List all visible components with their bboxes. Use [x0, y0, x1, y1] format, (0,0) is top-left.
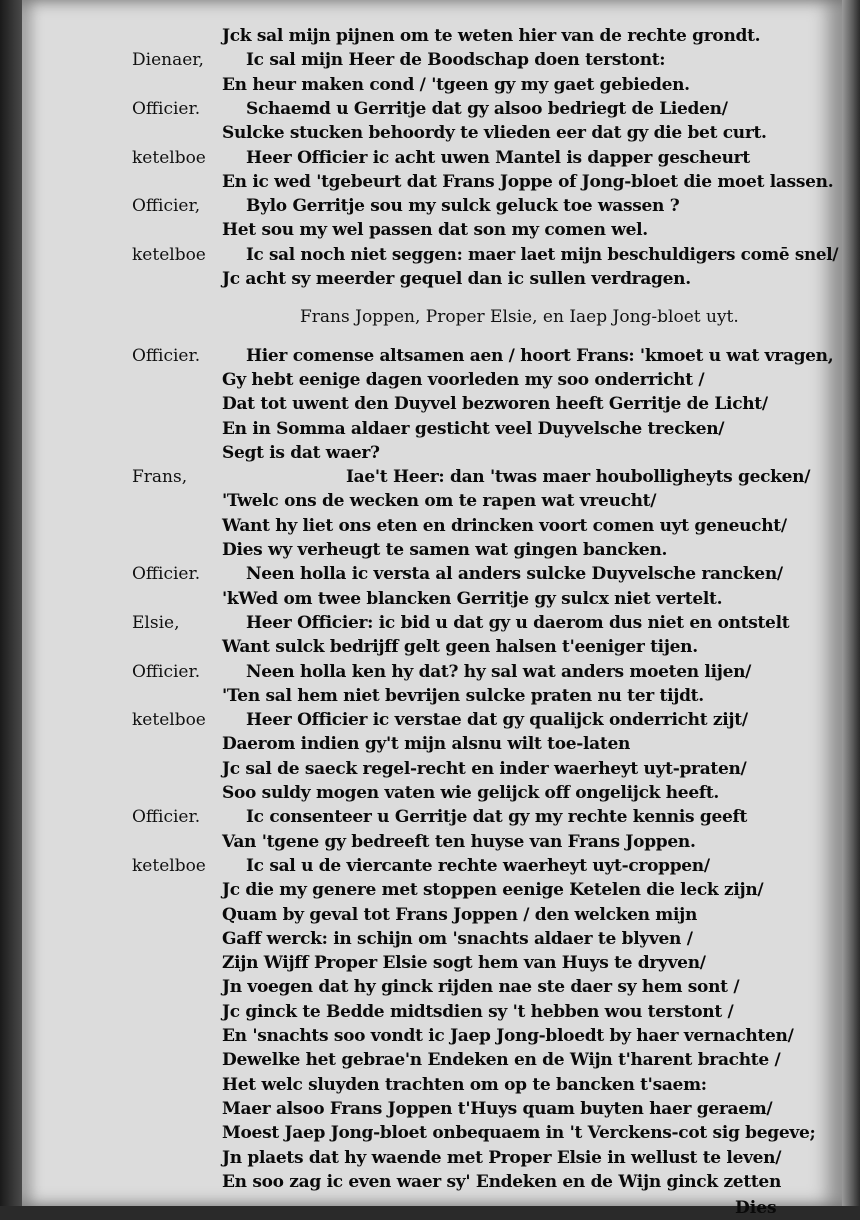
verse-line — [0, 148, 860, 170]
verse-line — [0, 220, 860, 242]
verse-line — [0, 564, 860, 586]
verse-text: Jck sal mijn pijnen om te weten hier van de rechte grondt. — [222, 26, 761, 46]
verse-text: En 'snachts soo vondt ic Jaep Jong-bloedt by haer vernachten/ — [222, 1026, 794, 1046]
verse-line — [0, 1075, 860, 1097]
verse-text: En in Somma aldaer gesticht veel Duyvelsche trecken/ — [222, 418, 725, 439]
speaker-name: Officier. — [132, 98, 201, 119]
verse-text: Ic sal mijn Heer de Boodschap doen terstont: — [246, 50, 666, 71]
verse-text: Soo suldy mogen vaten wie gelijck off ongelijck heeft. — [222, 783, 720, 803]
verse-line — [0, 370, 860, 392]
verse-line — [0, 99, 860, 121]
verse-line — [0, 1148, 860, 1170]
verse-line — [0, 394, 860, 416]
verse-line — [0, 467, 860, 489]
verse-line — [0, 759, 860, 781]
verse-line — [0, 977, 860, 999]
verse-line — [0, 880, 860, 902]
verse-line — [0, 1123, 860, 1145]
verse-line — [0, 832, 860, 854]
verse-text: Jc ginck te Bedde midtsdien sy 't hebben wou terstont / — [222, 1001, 734, 1022]
verse-text: Het welc sluyden trachten om op te bancken t'saem: — [222, 1074, 707, 1095]
verse-line — [0, 710, 860, 732]
verse-text: Van 'tgene gy bedreeft ten huyse van Frans Joppen. — [222, 831, 696, 852]
verse-text: Heer Officier ic verstae dat gy qualijck onderricht zijt/ — [246, 710, 748, 731]
verse-line — [0, 905, 860, 927]
verse-line — [0, 540, 860, 562]
verse-text: Dies wy verheugt te samen wat gingen bancken. — [222, 540, 668, 560]
speaker-name: Elsie, — [132, 612, 180, 633]
verse-line — [0, 1002, 860, 1024]
verse-line — [0, 807, 860, 829]
verse-line — [0, 734, 860, 756]
verse-line — [0, 269, 860, 291]
verse-text: En soo zag ic even waer sy' Endeken en de Wijn ginck zetten — [222, 1171, 781, 1192]
verse-text: Want sulck bedrijff gelt geen halsen t'eeniger tijen. — [222, 637, 698, 658]
verse-text: Het sou my wel passen dat son my comen wel. — [222, 220, 648, 241]
verse-text: Jc sal de saeck regel-recht en inder waerheyt uyt-praten/ — [222, 758, 747, 779]
verse-text: Heer Officier: ic bid u dat gy u daerom dus niet en ontstelt — [246, 612, 790, 633]
verse-text: Heer Officier ic acht uwen Mantel is dapper gescheurt — [246, 147, 750, 168]
verse-line — [0, 662, 860, 684]
verse-line — [0, 196, 860, 218]
speaker-name: Dienaer, — [132, 50, 204, 71]
stage-direction-line — [0, 307, 860, 329]
verse-text: Hier comense altsamen aen / hoort Frans: 'kmoet u wat vragen, — [246, 345, 834, 366]
verse-text: Jc acht sy meerder gequel dan ic sullen verdragen. — [222, 269, 691, 289]
speaker-name: ketelboe — [132, 244, 206, 265]
verse-line — [0, 589, 860, 611]
verse-line — [0, 1172, 860, 1194]
stage-direction: Frans Joppen, Proper Elsie, en Iaep Jong-bloet uyt. — [300, 307, 739, 328]
speaker-name: ketelboe — [132, 855, 206, 876]
catchword: Dies — [735, 1198, 777, 1219]
verse-line — [0, 516, 860, 538]
verse-text: En ic wed 'tgebeurt dat Frans Joppe of Jong-bloet die moet lassen. — [222, 171, 834, 192]
verse-line — [0, 1099, 860, 1121]
verse-line — [0, 75, 860, 97]
speaker-name: ketelboe — [132, 147, 206, 168]
verse-line — [0, 172, 860, 194]
verse-text: Moest Jaep Jong-bloet onbequaem in 't Verckens-cot sig begeve; — [222, 1123, 816, 1144]
verse-text: Dat tot uwent den Duyvel bezworen heeft Gerritje de Licht/ — [222, 394, 768, 415]
verse-line — [0, 1026, 860, 1048]
verse-text: Neen holla ic versta al anders sulcke Duyvelsche rancken/ — [246, 564, 783, 585]
verse-text: Want hy liet ons eten en drincken voort comen uyt geneucht/ — [222, 515, 787, 536]
verse-line — [0, 929, 860, 951]
verse-text: Dewelke het gebrae'n Endeken en de Wijn t'harent brachte / — [222, 1050, 781, 1071]
verse-text: 'Ten sal hem niet bevrijen sulcke praten nu ter tijdt. — [222, 685, 704, 706]
verse-line — [0, 953, 860, 975]
speaker-name: Officier. — [132, 661, 201, 682]
verse-text: Jc die my genere met stoppen eenige Ketelen die leck zijn/ — [222, 880, 764, 901]
verse-line — [0, 491, 860, 513]
verse-text: Ic sal u de viercante rechte waerheyt uyt-croppen/ — [246, 855, 710, 876]
verse-text: Sulcke stucken behoordy te vlieden eer dat gy die bet curt. — [222, 123, 767, 144]
verse-text: Zijn Wijff Proper Elsie sogt hem van Huys te dryven/ — [222, 953, 706, 974]
verse-text: 'kWed om twee blancken Gerritje gy sulcx niet vertelt. — [222, 588, 723, 609]
verse-line — [0, 26, 860, 48]
verse-text: Iae't Heer: dan 'twas maer houbolligheyts gecken/ — [346, 467, 811, 488]
verse-text: Ic sal noch niet seggen: maer laet mijn beschuldigers comē snel/ — [246, 244, 839, 265]
verse-line — [0, 686, 860, 708]
verse-text: Daerom indien gy't mijn alsnu wilt toe-laten — [222, 734, 631, 755]
verse-text: Jn plaets dat hy waende met Proper Elsie in wellust te leven/ — [222, 1147, 782, 1168]
speaker-name: Officier. — [132, 564, 201, 585]
speaker-name: Officier, — [132, 196, 201, 217]
verse-text: Schaemd u Gerritje dat gy alsoo bedriegt de Lieden/ — [246, 98, 728, 119]
verse-line — [0, 783, 860, 805]
verse-line — [0, 123, 860, 145]
verse-line — [0, 1050, 860, 1072]
verse-text: Neen holla ken hy dat? hy sal wat anders moeten lijen/ — [246, 661, 752, 682]
verse-text: Quam by geval tot Frans Joppen / den welcken mijn — [222, 904, 698, 925]
verse-text: Gy hebt eenige dagen voorleden my soo onderricht / — [222, 369, 705, 390]
verse-text: Segt is dat waer? — [222, 442, 380, 463]
speaker-name: Frans, — [132, 467, 188, 488]
verse-line — [0, 346, 860, 368]
verse-line — [0, 856, 860, 878]
verse-line — [0, 419, 860, 441]
speaker-name: Officier. — [132, 807, 201, 828]
verse-text: En heur maken cond / 'tgeen gy my gaet gebieden. — [222, 74, 690, 95]
verse-line — [0, 443, 860, 465]
verse-text: Gaff werck: in schijn om 'snachts aldaer te blyven / — [222, 928, 693, 949]
catchword-line — [0, 1198, 860, 1220]
verse-text: Maer alsoo Frans Joppen t'Huys quam buyten haer geraem/ — [222, 1098, 773, 1119]
verse-line — [0, 245, 860, 267]
verse-line — [0, 613, 860, 635]
verse-line — [0, 50, 860, 72]
verse-text: Ic consenteer u Gerritje dat gy my rechte kennis geeft — [246, 807, 748, 828]
verse-text: 'Twelc ons de wecken om te rapen wat vreucht/ — [222, 491, 657, 512]
verse-text: Bylo Gerritje sou my sulck geluck toe wassen ? — [246, 196, 680, 217]
verse-line — [0, 637, 860, 659]
verse-text: Jn voegen dat hy ginck rijden nae ste daer sy hem sont / — [222, 977, 740, 998]
speaker-name: Officier. — [132, 345, 201, 366]
speaker-name: ketelboe — [132, 710, 206, 731]
